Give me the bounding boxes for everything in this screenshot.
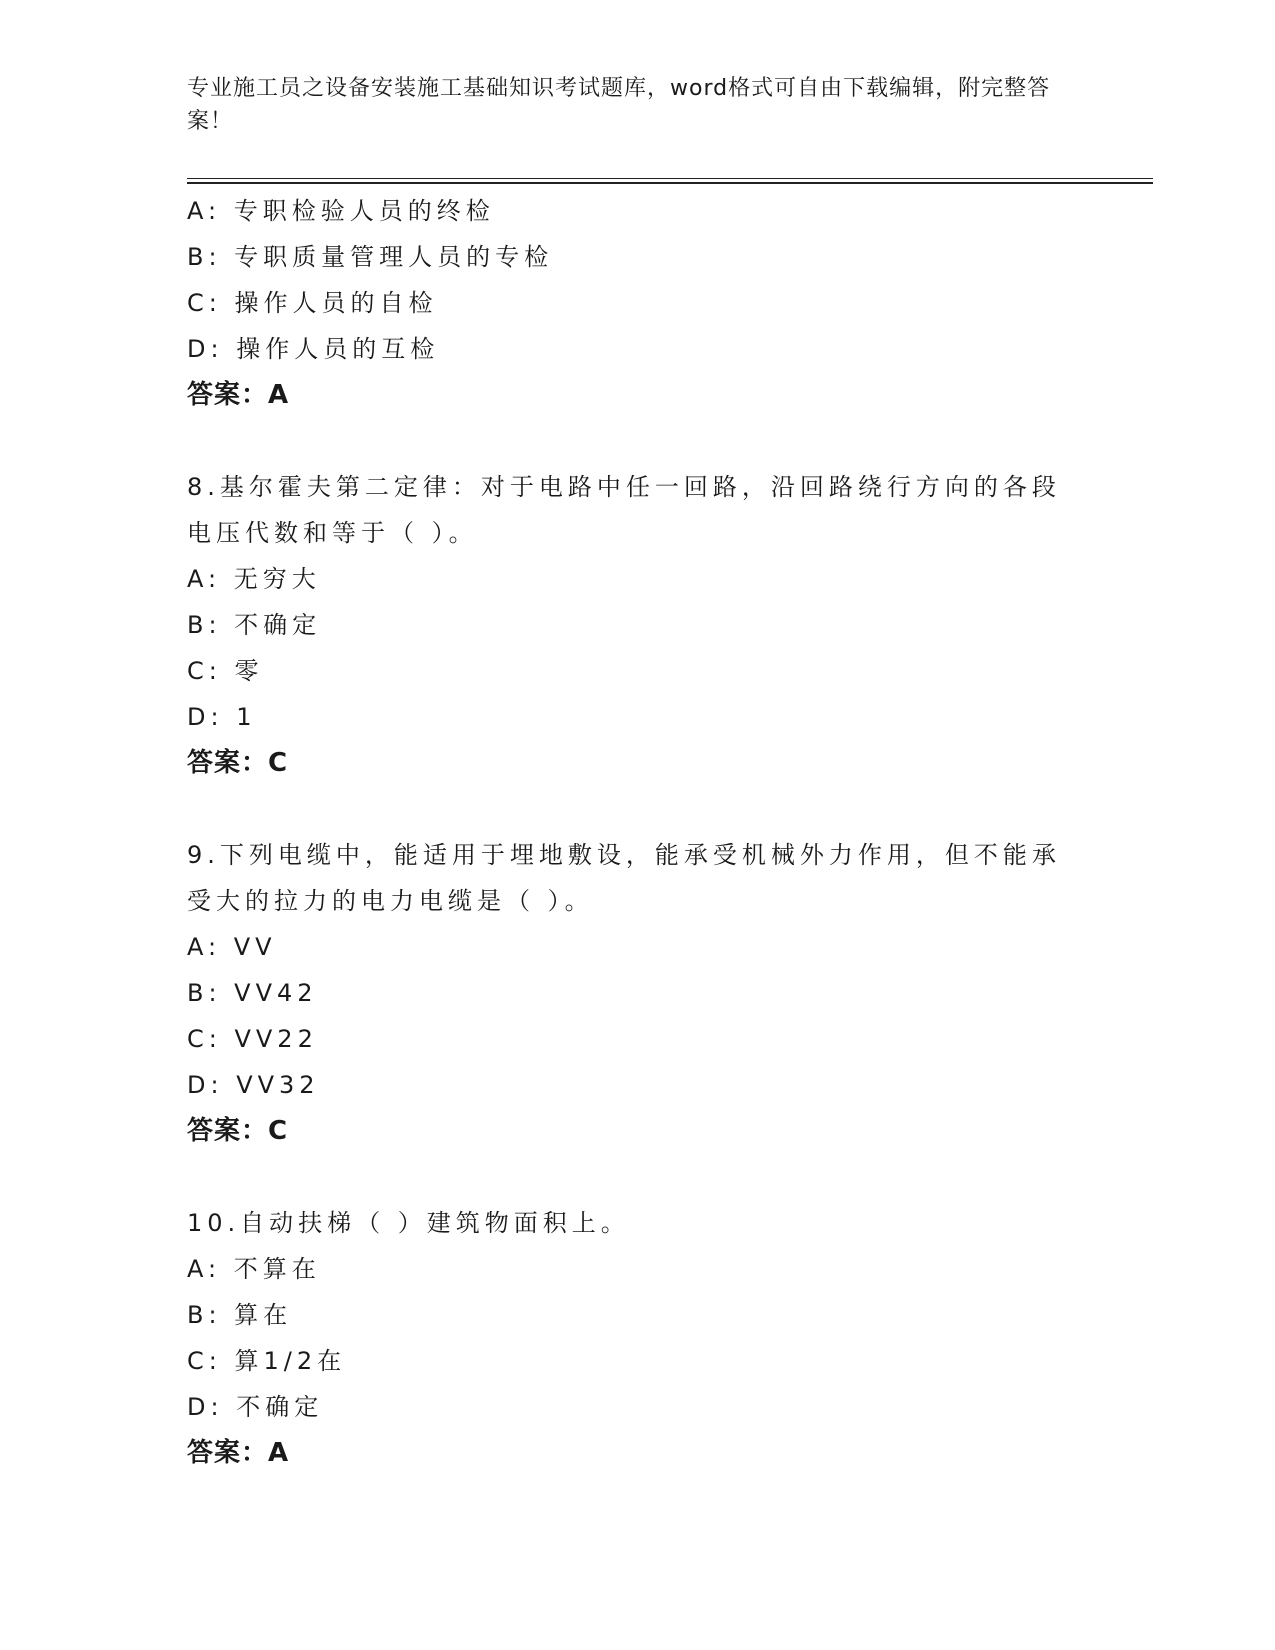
option-a: A: VV bbox=[187, 933, 277, 961]
option-a: A: 无穷大 bbox=[187, 565, 321, 593]
option-d: D: 1 bbox=[187, 703, 257, 731]
answer-line: 答案：A bbox=[187, 1438, 290, 1468]
question-stem: 10.自动扶梯（ ）建筑物面积上。 bbox=[187, 1209, 630, 1237]
answer-line: 答案：C bbox=[187, 1116, 289, 1146]
answer-line: 答案：C bbox=[187, 748, 289, 778]
question-9 bbox=[187, 832, 1087, 1154]
option-d: D: VV32 bbox=[187, 1071, 320, 1099]
option-b: B: 不确定 bbox=[187, 611, 322, 639]
question-8 bbox=[187, 464, 1087, 786]
option-c: C: 操作人员的自检 bbox=[187, 289, 438, 317]
option-c: C: VV22 bbox=[187, 1025, 318, 1053]
option-c: C: 算1/2在 bbox=[187, 1347, 347, 1375]
answer-line: 答案：A bbox=[187, 380, 290, 410]
question-list bbox=[187, 188, 1087, 1522]
option-d: D: 不确定 bbox=[187, 1393, 324, 1421]
document-title: 专业施工员之设备安装施工基础知识考试题库，word格式可自由下载编辑，附完整答案！ bbox=[187, 76, 1051, 134]
question-stem: 8.基尔霍夫第二定律：对于电路中任一回路，沿回路绕行方向的各段电压代数和等于（ ）。 bbox=[187, 473, 1061, 547]
question-stem: 9.下列电缆中，能适用于埋地敷设，能承受机械外力作用，但不能承受大的拉力的电力电缆是（ ）。 bbox=[187, 841, 1061, 915]
option-a: A: 不算在 bbox=[187, 1255, 321, 1283]
header-divider-thin bbox=[187, 178, 1153, 179]
header-divider-thick bbox=[187, 182, 1153, 184]
option-d: D: 操作人员的互检 bbox=[187, 335, 440, 363]
document-header bbox=[187, 72, 1067, 138]
option-a: A: 专职检验人员的终检 bbox=[187, 197, 495, 225]
option-b: B: VV42 bbox=[187, 979, 318, 1007]
option-b: B: 算在 bbox=[187, 1301, 293, 1329]
option-c: C: 零 bbox=[187, 657, 264, 685]
option-b: B: 专职质量管理人员的专检 bbox=[187, 243, 554, 271]
question-7-continued bbox=[187, 188, 1087, 418]
question-10 bbox=[187, 1200, 1087, 1476]
